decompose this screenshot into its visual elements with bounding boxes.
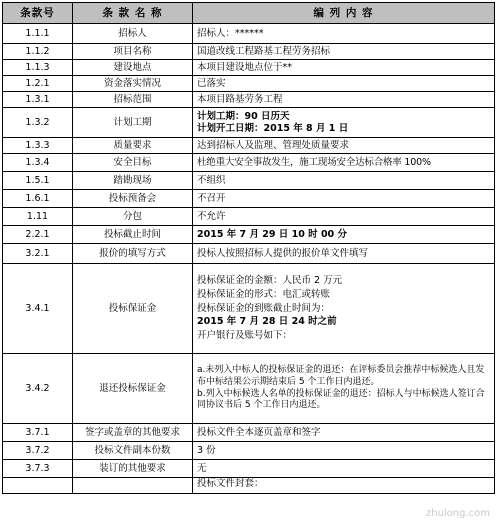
clause-name: 项目名称 (73, 44, 193, 60)
clause-number: 1.3.3 (3, 138, 73, 154)
clause-number: 3.2.1 (3, 244, 73, 264)
clause-name: 建设地点 (73, 60, 193, 76)
clause-content: 不召开 (193, 190, 495, 208)
clause-number: 3.7.3 (3, 460, 73, 478)
clause-name: 计划工期 (73, 108, 193, 138)
clause-content: 无 (193, 460, 495, 478)
clause-content: 不组织 (193, 172, 495, 190)
clause-number: 2.2.1 (3, 226, 73, 244)
table-row (3, 92, 495, 108)
clause-name: 报价的填写方式 (73, 244, 193, 264)
watermark: zhulong.com (425, 508, 490, 519)
clause-name: 签字或盖章的其他要求 (73, 424, 193, 442)
clause-number: 3.4.1 (3, 264, 73, 354)
clause-number: 1.1.2 (3, 44, 73, 60)
header-row (3, 3, 495, 24)
table-row (3, 24, 495, 44)
table-row (3, 354, 495, 424)
clause-content: 本项目路基劳务工程 (193, 92, 495, 108)
header-content: 编 列 内 容 (193, 3, 495, 24)
table-row (3, 108, 495, 138)
table-row (3, 424, 495, 442)
clause-content: 投标文件封套： (193, 478, 495, 494)
table-row (3, 264, 495, 354)
clause-content: 投标人按照招标人提供的报价单文件填写 (193, 244, 495, 264)
clause-content: 投标保证金的金额：人民币 2 万元 投标保证金的形式：电汇或转账 投标保证金的到账截止时间为： 2015 年 7 月 28 日 24 时之前 开户银行及账号如下： (193, 264, 495, 354)
clause-content: 投标文件全本逐页盖章和签字 (193, 424, 495, 442)
clause-name: 招标范围 (73, 92, 193, 108)
clause-content: 国道改线工程路基工程劳务招标 (193, 44, 495, 60)
clause-name: 投标预备会 (73, 190, 193, 208)
table-row (3, 138, 495, 154)
clause-name: 投标截止时间 (73, 226, 193, 244)
clause-name: 分包 (73, 208, 193, 226)
table-row (3, 190, 495, 208)
clause-number: 1.2.1 (3, 76, 73, 92)
clause-number: 3.7.2 (3, 442, 73, 460)
table-row (3, 154, 495, 172)
clause-content: 2015 年 7 月 29 日 10 时 00 分 (193, 226, 495, 244)
clause-name (73, 478, 193, 494)
clause-number: 1.1.1 (3, 24, 73, 44)
clause-number: 1.3.4 (3, 154, 73, 172)
header-clause-no: 条款号 (3, 3, 73, 24)
clause-content: 计划工期：90 日历天 计划开工日期：2015 年 8 月 1 日 (193, 108, 495, 138)
clause-content: 3 份 (193, 442, 495, 460)
clause-content: 不允许 (193, 208, 495, 226)
clause-number: 1.3.1 (3, 92, 73, 108)
clause-number: 1.5.1 (3, 172, 73, 190)
table-row (3, 172, 495, 190)
bid-data-table (2, 2, 495, 494)
clause-content: 杜绝重大安全事故发生，施工现场安全达标合格率 100% (193, 154, 495, 172)
clause-content: 已落实 (193, 76, 495, 92)
table-row (3, 226, 495, 244)
table-row (3, 44, 495, 60)
table-row (3, 208, 495, 226)
clause-number: 3.4.2 (3, 354, 73, 424)
clause-number: 3.7.1 (3, 424, 73, 442)
clause-name: 资金落实情况 (73, 76, 193, 92)
clause-name: 安全目标 (73, 154, 193, 172)
clause-name: 质量要求 (73, 138, 193, 154)
clause-name: 退还投标保证金 (73, 354, 193, 424)
clause-content: 达到招标人及监理、管理处质量要求 (193, 138, 495, 154)
table-row (3, 60, 495, 76)
table-row (3, 76, 495, 92)
table-row (3, 244, 495, 264)
clause-number: 1.1.3 (3, 60, 73, 76)
clause-number: 1.6.1 (3, 190, 73, 208)
clause-content: 招标人：****** (193, 24, 495, 44)
table-row (3, 460, 495, 478)
clause-content: 本项目建设地点位于** (193, 60, 495, 76)
header-clause-name: 条 款 名 称 (73, 3, 193, 24)
table-row (3, 442, 495, 460)
clause-number (3, 478, 73, 494)
clause-name: 装订的其他要求 (73, 460, 193, 478)
clause-name: 招标人 (73, 24, 193, 44)
table-row (3, 478, 495, 494)
clause-name: 踏勘现场 (73, 172, 193, 190)
clause-content: a.未列入中标人的投标保证金的退还：在评标委员会推荐中标候选人且发布中标结果公示期结束后 5 个工作日内退还。 b.列入中标候选人名单的投标保证金的退还：招标人与中标候选人签订合同协议书后 5 个工作日内退还。 (193, 354, 495, 424)
clause-number: 1.3.2 (3, 108, 73, 138)
clause-name: 投标保证金 (73, 264, 193, 354)
clause-number: 1.11 (3, 208, 73, 226)
clause-name: 投标文件副本份数 (73, 442, 193, 460)
